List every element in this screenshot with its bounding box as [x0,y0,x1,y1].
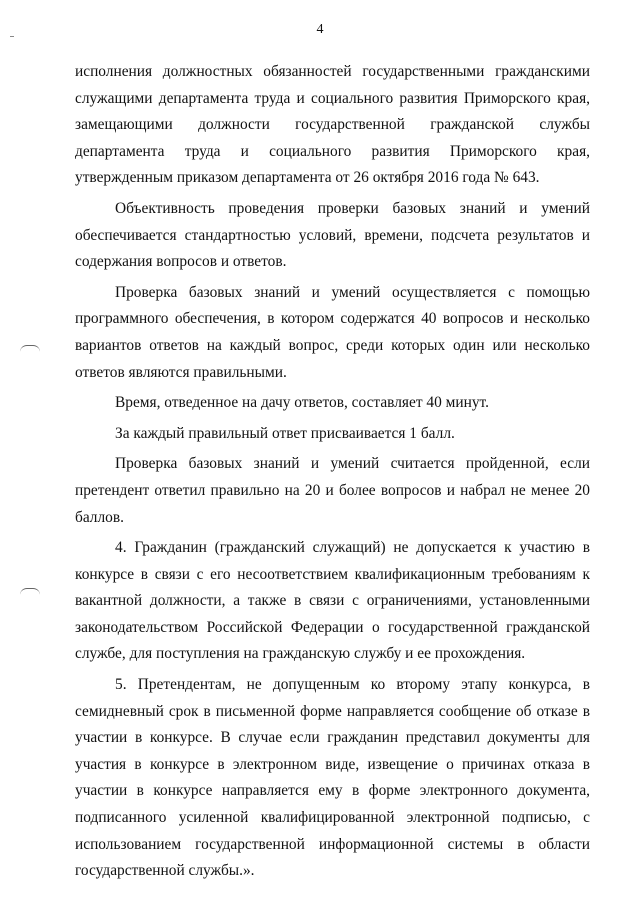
binder-hole-mark [20,345,40,352]
paragraph: Проверка базовых знаний и умений осуществляется с помощью программного обеспечения, в котором содержатся 40 вопросов и несколько вариантов ответов на каждый вопрос, среди которых один или несколько ответов являются правильными. [75,283,590,381]
paragraph: исполнения должностных обязанностей государственными гражданскими служащими департамента труда и социального развития Приморского края, замещающими должности государственной гражданской службы департамента труда и социального развития Приморского края, утвержденным приказом департамента от 26 октября 2016 года № 643. [75,63,590,187]
paragraph: Время, отведенное на дачу ответов, составляет 40 минут. [115,394,489,412]
scan-artifact [10,36,14,37]
paragraph: 4. Гражданин (гражданский служащий) не допускается к участию в конкурсе в связи с его несоответствием квалификационным требованиям к вакантной должности, а также в связи с ограничениями, установленными законодательством Российской Федерации о государственной гражданской службе, для поступления на гражданскую службу и ее прохождения. [75,539,590,663]
paragraph: 5. Претендентам, не допущенным ко второму этапу конкурса, в семидневный срок в письменной форме направляется сообщение об отказе в участии в конкурсе. В случае если гражданин представил документы для участия в конкурсе в электронном виде, извещение о причинах отказа в участии в конкурсе направляется ему в форме электронного документа, подписанного усиленной квалифицированной электронной подписью, с использованием государственной информационной системы в области государственной службы.». [75,676,590,880]
paragraph: Объективность проведения проверки базовых знаний и умений обеспечивается стандартностью условий, времени, подсчета результатов и содержания вопросов и ответов. [75,199,590,271]
binder-hole-mark [20,588,40,595]
document-body [75,59,590,889]
page-number: 4 [316,22,324,37]
paragraph: За каждый правильный ответ присваивается 1 балл. [115,424,455,442]
paragraph: Проверка базовых знаний и умений считается пройденной, если претендент ответил правильно на 20 и более вопросов и набрал не менее 20 баллов. [75,455,590,526]
